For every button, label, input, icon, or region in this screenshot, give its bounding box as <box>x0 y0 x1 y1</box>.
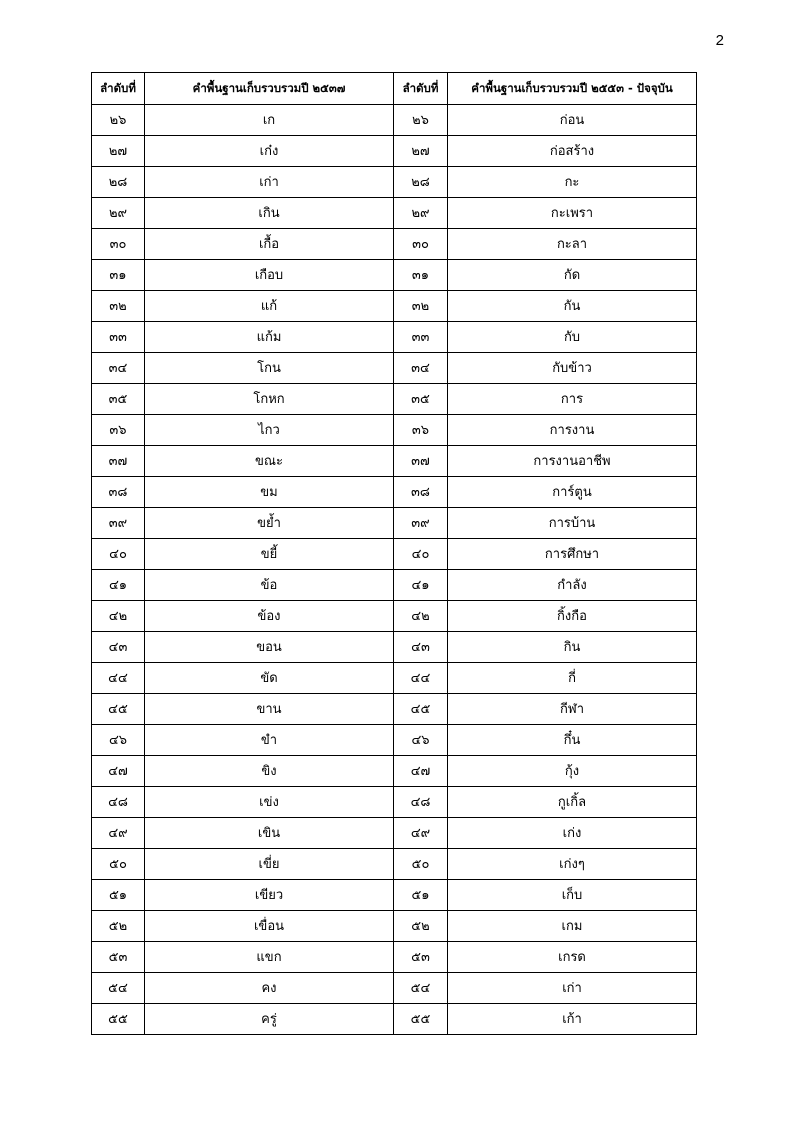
word-2553: กิ้งกือ <box>448 601 697 632</box>
order-number-left: ๓๑ <box>92 260 145 291</box>
table-row <box>92 105 697 136</box>
word-2553: การงานอาชีพ <box>448 446 697 477</box>
word-2553: กับข้าว <box>448 353 697 384</box>
word-2553: กะ <box>448 167 697 198</box>
table-row <box>92 446 697 477</box>
order-number-left: ๓๙ <box>92 508 145 539</box>
order-number-left: ๕๔ <box>92 973 145 1004</box>
order-number-right: ๔๕ <box>394 694 448 725</box>
word-2537: เขี่ย <box>145 849 394 880</box>
word-2537: ขิง <box>145 756 394 787</box>
table-header-row <box>92 73 697 105</box>
table-row <box>92 725 697 756</box>
order-number-left: ๕๕ <box>92 1004 145 1035</box>
table-row <box>92 353 697 384</box>
word-2537: ขอน <box>145 632 394 663</box>
word-2553: กัด <box>448 260 697 291</box>
table-row <box>92 787 697 818</box>
order-number-left: ๔๔ <box>92 663 145 694</box>
word-2537: โกน <box>145 353 394 384</box>
table-row <box>92 229 697 260</box>
word-2537: เกื้อ <box>145 229 394 260</box>
order-number-right: ๕๐ <box>394 849 448 880</box>
word-2553: กับ <box>448 322 697 353</box>
word-2537: ขาน <box>145 694 394 725</box>
word-2553: กี่ <box>448 663 697 694</box>
order-number-left: ๒๖ <box>92 105 145 136</box>
order-number-left: ๒๘ <box>92 167 145 198</box>
table-row <box>92 942 697 973</box>
table-row <box>92 291 697 322</box>
word-2537: ขยี้ <box>145 539 394 570</box>
word-2553: กำลัง <box>448 570 697 601</box>
order-number-right: ๒๙ <box>394 198 448 229</box>
word-2553: การบ้าน <box>448 508 697 539</box>
word-2553: กุ้ง <box>448 756 697 787</box>
order-number-left: ๔๕ <box>92 694 145 725</box>
word-2537: เกิน <box>145 198 394 229</box>
word-2537: โกหก <box>145 384 394 415</box>
table-row <box>92 973 697 1004</box>
word-2537: เขิน <box>145 818 394 849</box>
word-2553: การศึกษา <box>448 539 697 570</box>
word-2537: เขื่อน <box>145 911 394 942</box>
order-number-right: ๓๙ <box>394 508 448 539</box>
word-2537: เข่ง <box>145 787 394 818</box>
table-row <box>92 136 697 167</box>
table-row <box>92 756 697 787</box>
table-row <box>92 880 697 911</box>
order-number-left: ๕๓ <box>92 942 145 973</box>
order-number-right: ๔๓ <box>394 632 448 663</box>
order-number-right: ๓๐ <box>394 229 448 260</box>
order-number-right: ๔๐ <box>394 539 448 570</box>
table-row <box>92 601 697 632</box>
table-row <box>92 384 697 415</box>
table-row <box>92 260 697 291</box>
order-number-right: ๓๗ <box>394 446 448 477</box>
order-number-left: ๔๖ <box>92 725 145 756</box>
word-2553: กะเพรา <box>448 198 697 229</box>
order-number-left: ๔๘ <box>92 787 145 818</box>
table-body <box>92 105 697 1035</box>
order-number-left: ๕๐ <box>92 849 145 880</box>
order-number-right: ๓๓ <box>394 322 448 353</box>
table-row <box>92 849 697 880</box>
order-number-right: ๒๘ <box>394 167 448 198</box>
word-2553: การงาน <box>448 415 697 446</box>
word-2553: เก่ง <box>448 818 697 849</box>
order-number-left: ๓๖ <box>92 415 145 446</box>
order-number-right: ๕๑ <box>394 880 448 911</box>
word-2553: ก่อน <box>448 105 697 136</box>
word-2537: ขัด <box>145 663 394 694</box>
word-table <box>91 72 697 1035</box>
word-2553: กิน <box>448 632 697 663</box>
word-2553: การ <box>448 384 697 415</box>
order-number-left: ๓๔ <box>92 353 145 384</box>
table-row <box>92 818 697 849</box>
word-2537: คง <box>145 973 394 1004</box>
order-number-right: ๔๘ <box>394 787 448 818</box>
word-2537: ไกว <box>145 415 394 446</box>
table-row <box>92 632 697 663</box>
table-row <box>92 322 697 353</box>
word-2553: เก่งๆ <box>448 849 697 880</box>
order-number-right: ๔๙ <box>394 818 448 849</box>
order-number-right: ๓๑ <box>394 260 448 291</box>
header-order-1: ลำดับที่ <box>92 73 145 105</box>
order-number-right: ๓๔ <box>394 353 448 384</box>
order-number-left: ๔๐ <box>92 539 145 570</box>
order-number-left: ๔๒ <box>92 601 145 632</box>
word-2537: ขย้ำ <box>145 508 394 539</box>
order-number-right: ๕๔ <box>394 973 448 1004</box>
word-2553: การ์ตูน <box>448 477 697 508</box>
order-number-right: ๒๗ <box>394 136 448 167</box>
word-2553: กึ๋น <box>448 725 697 756</box>
order-number-right: ๕๓ <box>394 942 448 973</box>
table-row <box>92 570 697 601</box>
word-2537: เก่า <box>145 167 394 198</box>
order-number-left: ๓๕ <box>92 384 145 415</box>
word-2553: เกรด <box>448 942 697 973</box>
order-number-right: ๓๘ <box>394 477 448 508</box>
order-number-right: ๓๖ <box>394 415 448 446</box>
word-2537: ข้อง <box>145 601 394 632</box>
order-number-left: ๒๗ <box>92 136 145 167</box>
order-number-right: ๕๒ <box>394 911 448 942</box>
order-number-right: ๔๔ <box>394 663 448 694</box>
table-row <box>92 539 697 570</box>
word-2537: แขก <box>145 942 394 973</box>
word-2553: กูเกิ้ล <box>448 787 697 818</box>
table-row <box>92 911 697 942</box>
order-number-right: ๓๕ <box>394 384 448 415</box>
word-2553: ก่อสร้าง <box>448 136 697 167</box>
order-number-left: ๓๐ <box>92 229 145 260</box>
word-2537: เก๋ง <box>145 136 394 167</box>
word-2553: เกม <box>448 911 697 942</box>
word-2553: กีฬา <box>448 694 697 725</box>
table-row <box>92 415 697 446</box>
word-2537: ครู่ <box>145 1004 394 1035</box>
header-order-2: ลำดับที่ <box>394 73 448 105</box>
word-2537: เก <box>145 105 394 136</box>
order-number-left: ๓๗ <box>92 446 145 477</box>
table-row <box>92 167 697 198</box>
word-2537: แก้ <box>145 291 394 322</box>
table-row <box>92 663 697 694</box>
word-2553: กัน <box>448 291 697 322</box>
word-2537: ขม <box>145 477 394 508</box>
word-2537: แก้ม <box>145 322 394 353</box>
word-2553: กะลา <box>448 229 697 260</box>
order-number-right: ๔๒ <box>394 601 448 632</box>
table-row <box>92 508 697 539</box>
order-number-right: ๔๗ <box>394 756 448 787</box>
header-words-2537: คำพื้นฐานเก็บรวบรวมปี ๒๕๓๗ <box>145 73 394 105</box>
order-number-left: ๔๓ <box>92 632 145 663</box>
word-2537: เกือบ <box>145 260 394 291</box>
order-number-left: ๕๑ <box>92 880 145 911</box>
order-number-left: ๓๒ <box>92 291 145 322</box>
order-number-left: ๔๗ <box>92 756 145 787</box>
order-number-right: ๓๒ <box>394 291 448 322</box>
word-2553: เก่า <box>448 973 697 1004</box>
order-number-left: ๔๑ <box>92 570 145 601</box>
word-2537: ขณะ <box>145 446 394 477</box>
word-2553: เก็บ <box>448 880 697 911</box>
table-row <box>92 477 697 508</box>
order-number-right: ๕๕ <box>394 1004 448 1035</box>
word-2537: ขำ <box>145 725 394 756</box>
order-number-left: ๒๙ <box>92 198 145 229</box>
table-row <box>92 198 697 229</box>
order-number-left: ๔๙ <box>92 818 145 849</box>
header-words-2553-present: คำพื้นฐานเก็บรวบรวมปี ๒๕๕๓ - ปัจจุบัน <box>448 73 697 105</box>
table-row <box>92 694 697 725</box>
order-number-right: ๔๖ <box>394 725 448 756</box>
order-number-left: ๓๓ <box>92 322 145 353</box>
order-number-right: ๒๖ <box>394 105 448 136</box>
table-row <box>92 1004 697 1035</box>
order-number-left: ๕๒ <box>92 911 145 942</box>
order-number-left: ๓๘ <box>92 477 145 508</box>
order-number-right: ๔๑ <box>394 570 448 601</box>
word-2553: เก้า <box>448 1004 697 1035</box>
word-2537: ข้อ <box>145 570 394 601</box>
word-2537: เขียว <box>145 880 394 911</box>
page-number: 2 <box>715 32 724 49</box>
